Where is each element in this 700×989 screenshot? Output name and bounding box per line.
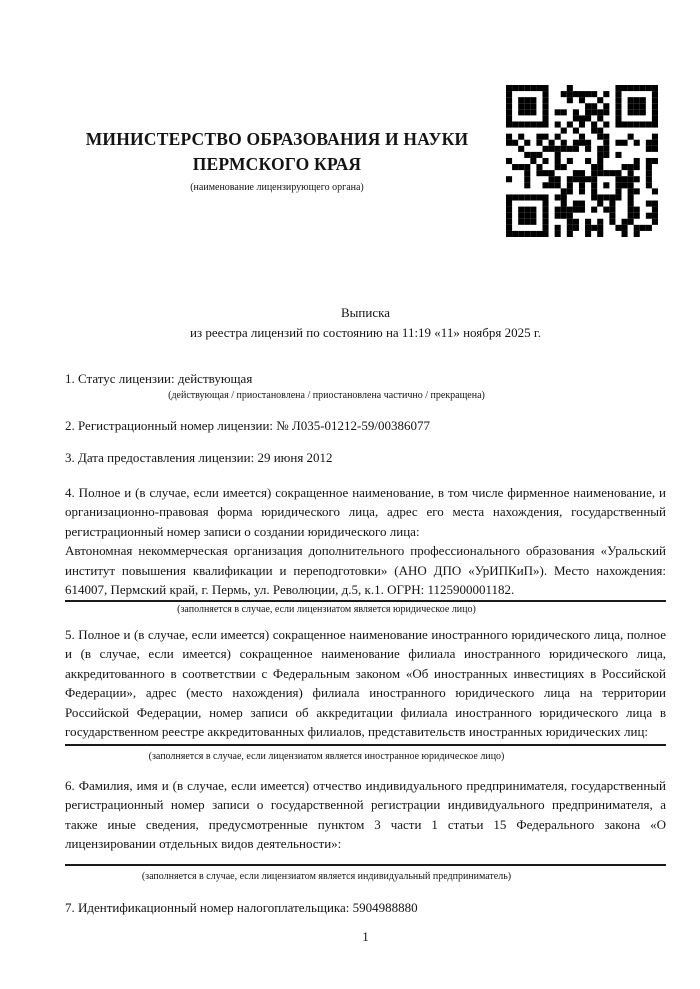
page-number: 1: [362, 929, 369, 944]
clause-entrepreneur: [65, 776, 666, 884]
license-status-line: 1. Статус лицензии: действующая: [65, 371, 253, 386]
foreign-entity-clause-text: 5. Полное и (в случае, если имеется) сокращенное наименование иностранного юридического лица, полное и (в случае, если имеется) сокращенное наименование филиала иностранного юридического лица, аккредитованного в соответствии с Федеральным законом «Об иностранных инвестициях в Российской Федерации», адрес (место нахождения) филиала иностранного юридического лица на территории Российской Федерации, номер записи об аккредитации филиала иностранного юридического лица в государственном реестре аккредитованных филиалов, представительств иностранных юридических лиц:: [65, 626, 666, 739]
licensing-authority-block: [65, 85, 489, 195]
document-header: [65, 85, 658, 237]
legal-entity-value: Автономная некоммерческая организация дополнительного профессионального образования «Уральский институт повышения квалификации и переподготовки» (АНО ДПО «УрИПКиП»). Место нахождения: 614007, Пермский край, г. Пермь, ул. Революции, д.5, к.1. ОГРН: 1125900001182.: [65, 541, 666, 602]
registration-number-line: 2. Регистрационный номер лицензии: № Л035-01212-59/00386077: [65, 417, 431, 433]
taxpayer-id-line: 7. Идентификационный номер налогоплательщика: 5904988880: [65, 899, 418, 915]
foreign-entity-caption: (заполняется в случае, если лицензиатом является иностранное юридическое лицо): [148, 750, 505, 762]
clauses: [65, 369, 666, 917]
grant-date-line: 3. Дата предоставления лицензии: 29 июня 2012: [65, 450, 333, 465]
ministry-name-line1: МИНИСТЕРСТВО ОБРАЗОВАНИЯ И НАУКИ: [85, 129, 469, 149]
status-options-caption: (действующая / приостановлена / приостановлена частично / прекращена): [168, 389, 485, 401]
legal-entity-clause-text: 4. Полное и (в случае, если имеется) сокращенное наименование, в том числе фирменное наименование, и организационно-правовая форма юридического лица, адрес его места нахождения, государственный регистрационный номер записи о создании юридического лица:: [65, 484, 666, 539]
foreign-entity-field-line: [65, 744, 666, 746]
entrepreneur-field-line: [65, 864, 666, 866]
entrepreneur-clause-text: 6. Фамилия, имя и (в случае, если имеется) отчество индивидуального предпринимателя, государственный регистрационный номер записи о государственной регистрации индивидуального предпринимателя, а также иные сведения, предусмотренные пунктом 3 части 1 статьи 15 Федерального закона «О лицензировании отдельных видов деятельности»:: [65, 777, 666, 851]
clause-legal-entity: [65, 483, 666, 617]
authority-caption: (наименование лицензирующего органа): [190, 182, 364, 193]
ministry-name-line2: ПЕРМСКОГО КРАЯ: [192, 154, 362, 174]
document-title: [65, 303, 666, 342]
clause-foreign-entity: [65, 625, 666, 764]
entrepreneur-caption: (заполняется в случае, если лицензиатом является индивидуальный предприниматель): [141, 870, 512, 882]
title-line2: из реестра лицензий по состоянию на 11:19 «11» ноября 2025 г.: [190, 324, 541, 340]
title-line1: Выписка: [341, 305, 390, 320]
qr-code-icon: [506, 85, 658, 237]
clause-license-status: [65, 369, 666, 403]
legal-entity-caption: (заполняется в случае, если лицензиатом является юридическое лицо): [177, 603, 476, 615]
